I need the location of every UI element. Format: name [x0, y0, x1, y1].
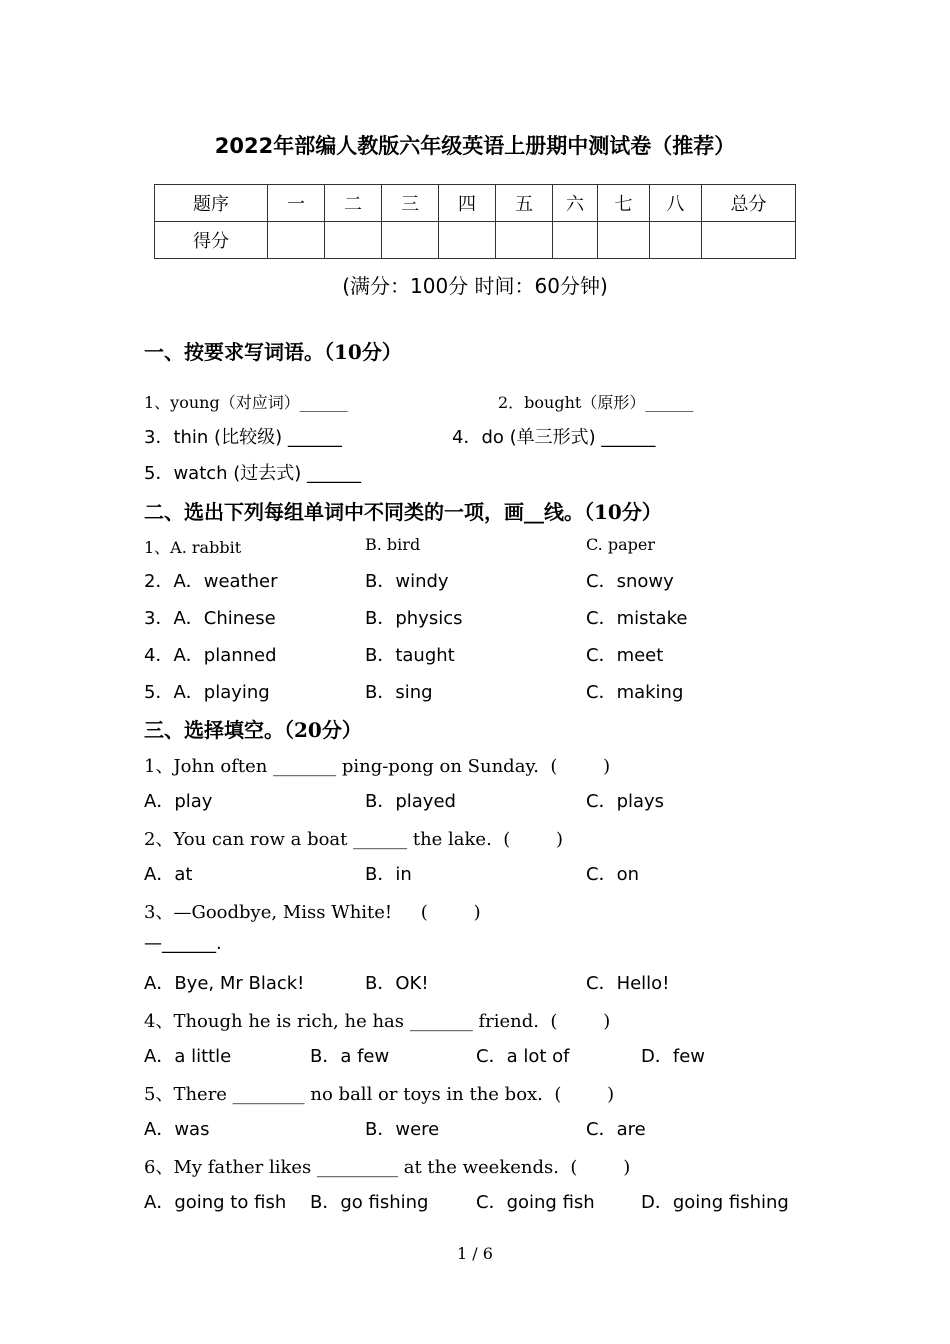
question-text: 3、—Goodbye, Miss White! ( ): [144, 902, 481, 923]
score-cell: [598, 222, 650, 259]
score-header-cell: 总分: [702, 185, 796, 222]
score-header-cell: 二: [325, 185, 382, 222]
section2-option: 2．A．weather: [144, 571, 278, 592]
score-header-cell: 题序: [155, 185, 268, 222]
answer-line: —______.: [144, 933, 222, 954]
score-header-cell: 三: [382, 185, 439, 222]
answer-option: A．play: [144, 791, 213, 812]
answer-option: C．Hello!: [586, 973, 670, 994]
section2-option: 5．A．playing: [144, 682, 270, 703]
score-cell: [702, 222, 796, 259]
section2-option: B．sing: [365, 682, 433, 703]
answer-option: C．a lot of: [476, 1046, 570, 1067]
section2-option: C．snowy: [586, 571, 674, 592]
score-cell: [650, 222, 702, 259]
section2-option: C．mistake: [586, 608, 688, 629]
question-text: 4、Though he is rich, he has _______ friend. ( ): [144, 1011, 611, 1032]
answer-option: A．a little: [144, 1046, 232, 1067]
score-row-label: 得分: [155, 222, 268, 259]
answer-option: D．few: [641, 1046, 705, 1067]
score-table-score-row: [155, 222, 796, 259]
section1-item: 3．thin (比较级) ______: [144, 427, 342, 448]
page-number: 1 / 6: [457, 1244, 493, 1263]
answer-option: C．going fish: [476, 1192, 595, 1213]
answer-option: B．in: [365, 864, 412, 885]
score-cell: [325, 222, 382, 259]
score-cell: [268, 222, 325, 259]
section1-item: 5．watch (过去式) ______: [144, 463, 362, 484]
answer-option: C．on: [586, 864, 639, 885]
score-header-cell: 一: [268, 185, 325, 222]
question-text: 6、My father likes _________ at the weekends. ( ): [144, 1157, 631, 1178]
answer-option: B．played: [365, 791, 456, 812]
answer-option: D．going fishing: [641, 1192, 789, 1213]
section1-item: 2．bought（原形）______: [498, 393, 694, 412]
section1-heading: 一、按要求写词语。（10分）: [144, 340, 402, 364]
section2-heading: 二、选出下列每组单词中不同类的一项，画__线。（10分）: [144, 500, 662, 524]
section2-option: B．physics: [365, 608, 463, 629]
section2-option: B．taught: [365, 645, 455, 666]
question-text: 5、There ________ no ball or toys in the box. ( ): [144, 1084, 615, 1105]
score-header-cell: 四: [439, 185, 496, 222]
score-header-cell: 六: [553, 185, 598, 222]
section2-option: 3．A．Chinese: [144, 608, 276, 629]
question-text: 2、You can row a boat ______ the lake. ( ): [144, 829, 564, 850]
answer-option: C．plays: [586, 791, 665, 812]
score-table-header-row: [155, 185, 796, 222]
question-text: 1、John often _______ ping-pong on Sunday. ( ): [144, 756, 611, 777]
score-header-cell: 七: [598, 185, 650, 222]
score-cell: [382, 222, 439, 259]
score-cell: [553, 222, 598, 259]
answer-option: A．at: [144, 864, 193, 885]
section2-option: B. bird: [365, 535, 421, 554]
answer-option: A．Bye, Mr Black!: [144, 973, 305, 994]
exam-meta: (满分：100分 时间：60分钟): [342, 274, 608, 298]
section2-option: B．windy: [365, 571, 449, 592]
section1-item: 1、young（对应词）______: [144, 393, 348, 412]
section2-option: 1、A. rabbit: [144, 538, 242, 557]
section2-option: C．meet: [586, 645, 664, 666]
score-cell: [439, 222, 496, 259]
section3-heading: 三、选择填空。（20分）: [144, 718, 362, 742]
score-table: [154, 184, 796, 259]
answer-option: A．going to fish: [144, 1192, 287, 1213]
score-cell: [496, 222, 553, 259]
answer-option: C．are: [586, 1119, 646, 1140]
score-header-cell: 五: [496, 185, 553, 222]
section1-item: 4．do (单三形式) ______: [452, 427, 656, 448]
section2-option: C．making: [586, 682, 684, 703]
score-header-cell: 八: [650, 185, 702, 222]
answer-option: B．OK!: [365, 973, 429, 994]
answer-option: A．was: [144, 1119, 210, 1140]
answer-option: B．were: [365, 1119, 440, 1140]
answer-option: B．a few: [310, 1046, 390, 1067]
exam-title: 2022年部编人教版六年级英语上册期中测试卷（推荐）: [214, 134, 736, 158]
section2-option: 4．A．planned: [144, 645, 277, 666]
section2-option: C. paper: [586, 535, 655, 554]
answer-option: B．go fishing: [310, 1192, 429, 1213]
